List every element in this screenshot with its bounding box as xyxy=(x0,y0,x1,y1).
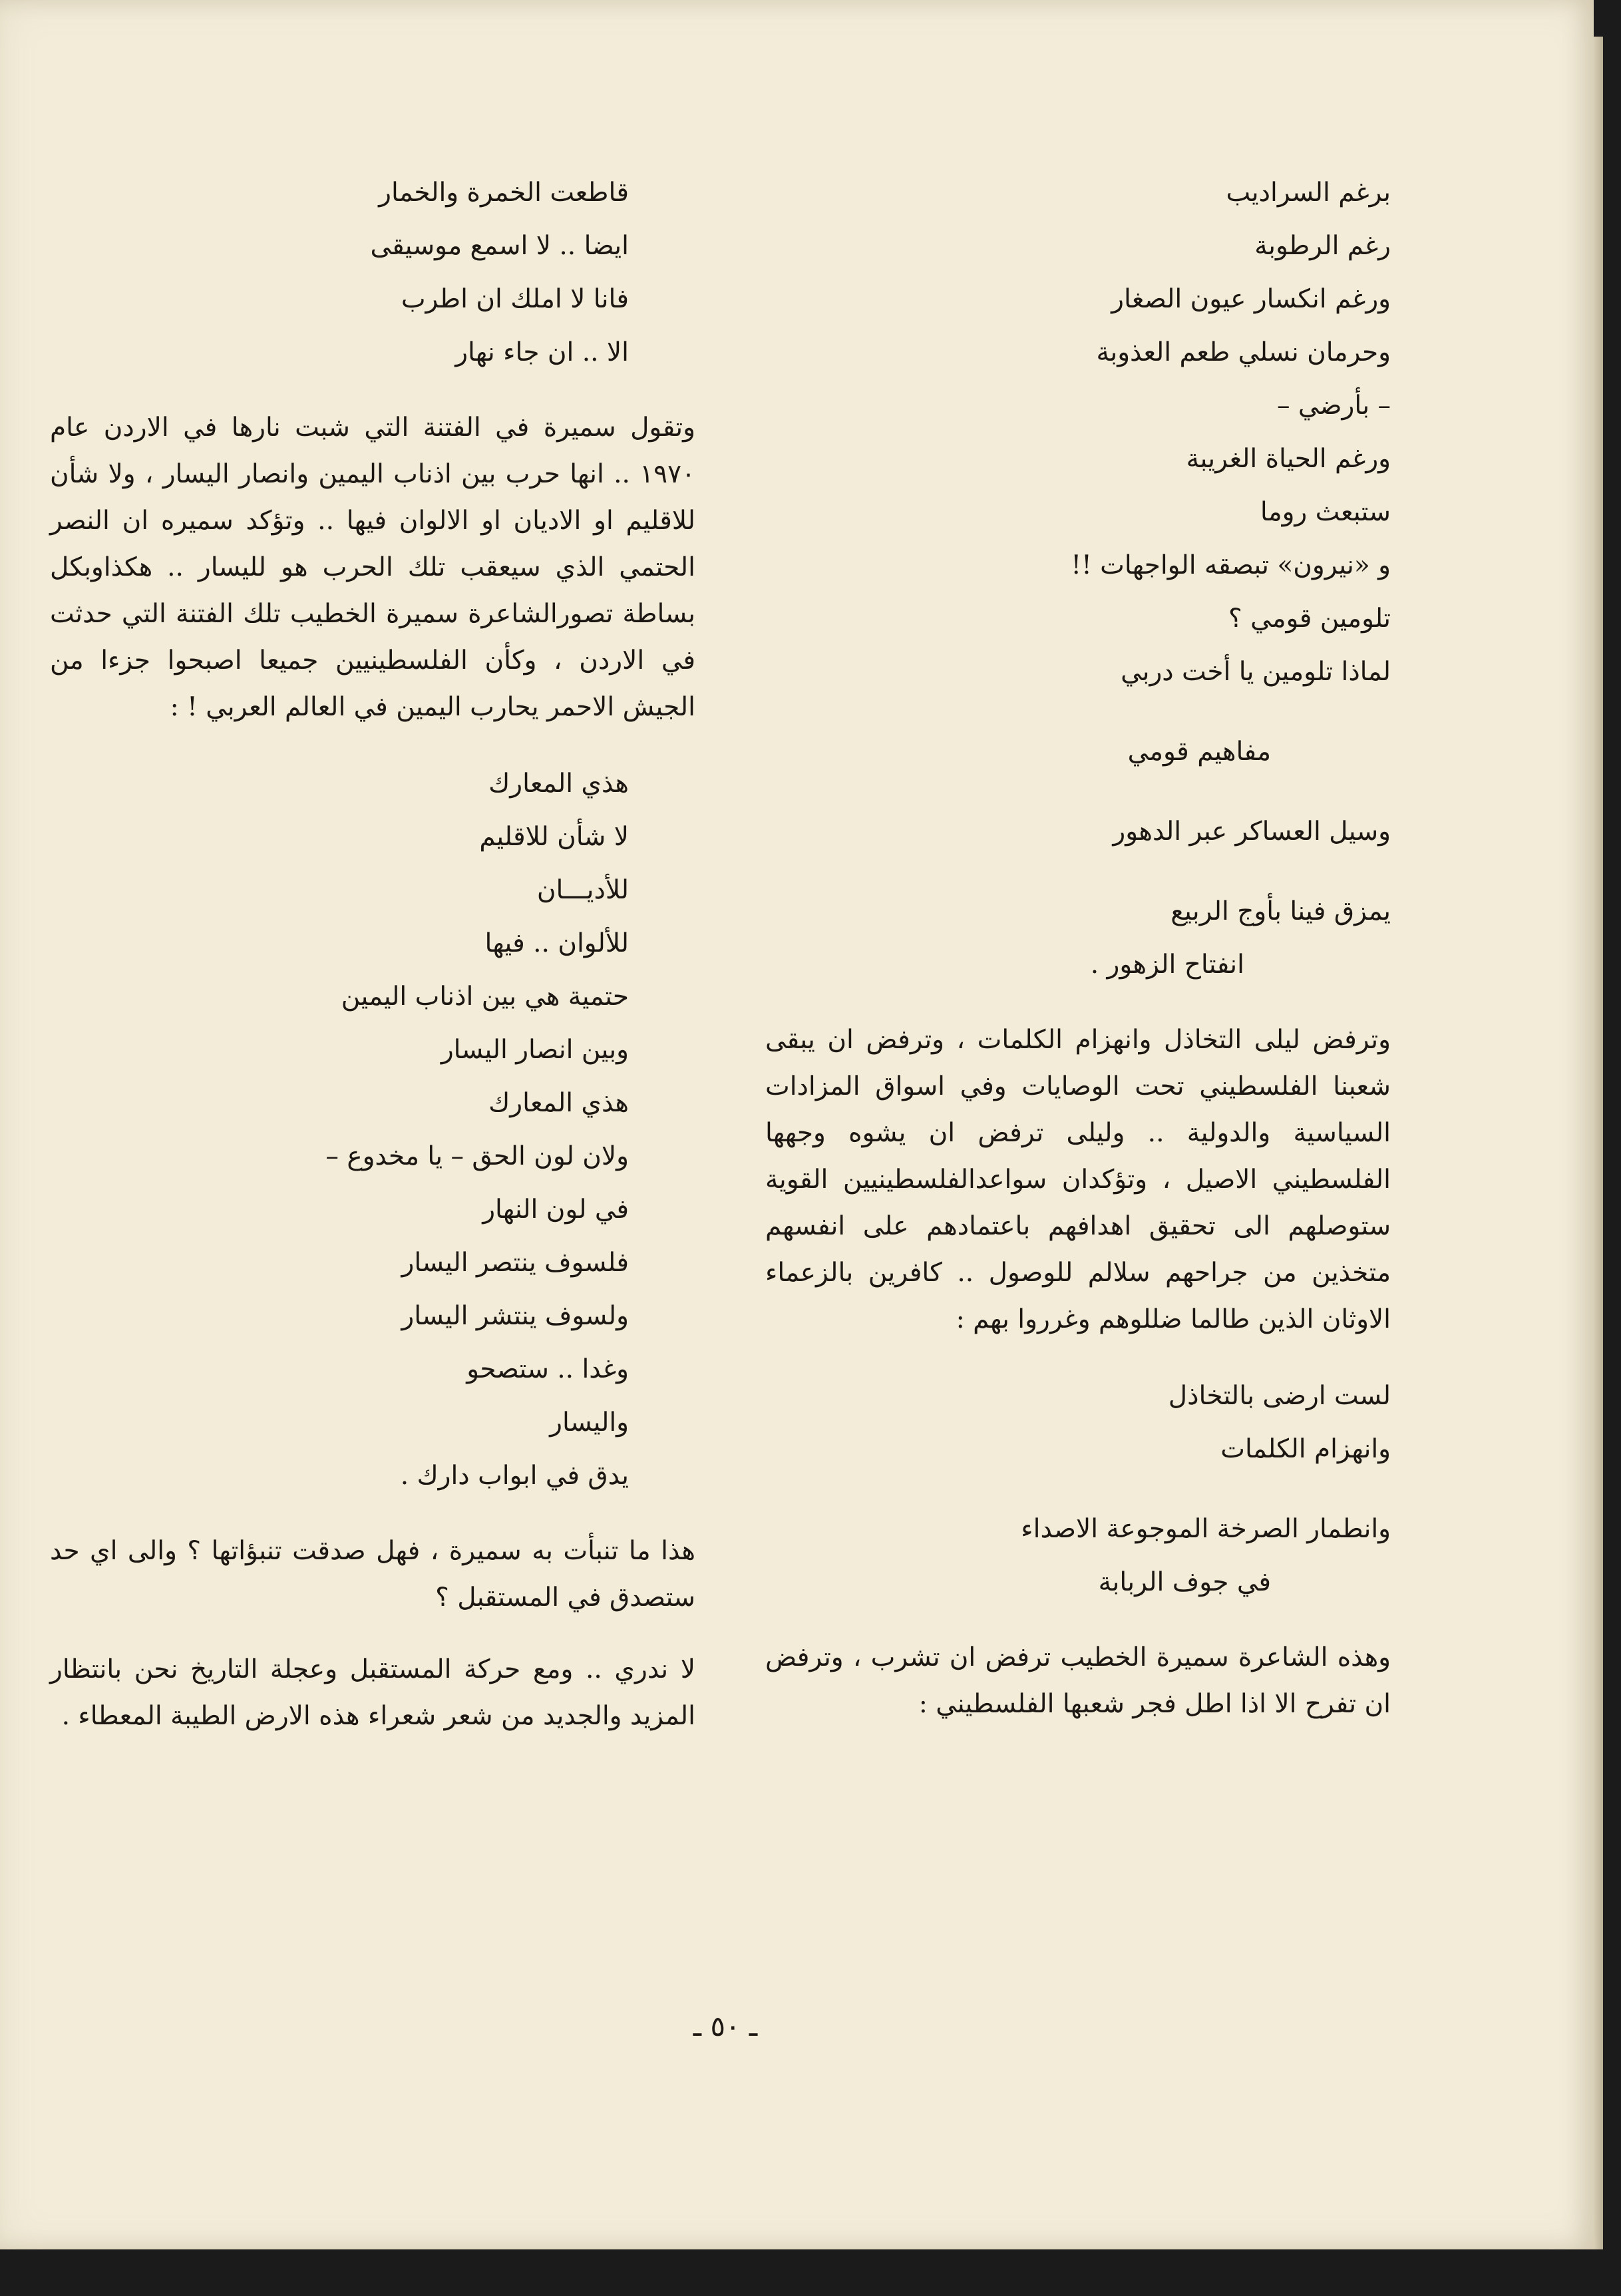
verse-line: هذي المعارك xyxy=(488,769,629,799)
verse-line: للألوان .. فيها xyxy=(484,928,629,958)
verse-line: لا شأن للاقليم xyxy=(479,822,629,852)
page-edge xyxy=(1594,37,1603,2249)
verse-line: – بأرضي – xyxy=(1277,391,1391,421)
left-column xyxy=(50,166,695,1740)
page-number: ـ ٥٠ ـ xyxy=(693,2010,758,2042)
verse-line: يمزق فينا بأوج الربيع xyxy=(1171,896,1391,926)
verse-line: و «نيرون» تبصقه الواجهات !! xyxy=(1071,550,1391,580)
verse-line: برغم السراديب xyxy=(1226,178,1391,208)
verse-line: لست ارضى بالتخاذل xyxy=(1168,1381,1391,1411)
verse-line: وغدا .. ستصحو xyxy=(466,1354,629,1384)
verse-line: مفاهيم قومي xyxy=(1127,737,1271,767)
verse-line: ايضا .. لا اسمع موسيقى xyxy=(370,231,629,261)
verse-line: وبين انصار اليسار xyxy=(441,1035,629,1065)
verse-line: واليسار xyxy=(550,1408,629,1437)
verse-line: يدق في ابواب دارك . xyxy=(400,1461,629,1491)
verse-line: وانطمار الصرخة الموجوعة الاصداء xyxy=(1021,1514,1391,1544)
verse-line: هذي المعارك xyxy=(488,1088,629,1118)
verse-line: انفتاح الزهور . xyxy=(1090,950,1244,980)
paragraph: وتقول سميرة في الفتنة التي شبت نارها في الاردن عام ١٩٧٠ .. انها حرب بين اذناب اليمين وانصار اليسار ، ولا شأن للاقليم او الاديان او الالوان فيها .. وتؤكد سميره ان النصر الحتمي الذي سيعقب تلك الحرب هو لليسار .. هكذاوبكل بساطة تصورالشاعرة سميرة الخطيب تلك الفتنة التي حدثت في الاردن ، وكأن الفلسطينيين جميعا اصبحوا جزءا من الجيش الاحمر يحارب اليمين في العالم العربي ! : xyxy=(50,413,695,722)
paragraph: وهذه الشاعرة سميرة الخطيب ترفض ان تشرب ، وترفض ان تفرح الا اذا اطل فجر شعبها الفلسطيني : xyxy=(765,1642,1391,1719)
verse-line: وحرمان نسلي طعم العذوبة xyxy=(1096,337,1391,367)
verse-line: في جوف الربابة xyxy=(1098,1567,1271,1597)
verse-line: تلومين قومي ؟ xyxy=(1228,604,1391,634)
paragraph: وترفض ليلى التخاذل وانهزام الكلمات ، وترفض ان يبقى شعبنا الفلسطيني تحت الوصايات وفي اسواق المزادات السياسية والدولية .. وليلى ترفض ان يشوه وجهها الفلسطيني الاصيل ، وتؤكدان سواعدالفلسطينيين القوية ستوصلهم الى تحقيق اهدافهم باعتمادهم على انفسهم متخذين من جراحهم سلالم للوصول .. كافرين بالزعماء الاوثان الذين طالما ضللوهم وغرروا بهم : xyxy=(765,1025,1391,1334)
verse-line: فانا لا املك ان اطرب xyxy=(401,284,629,314)
verse-line: ورغم انكسار عيون الصغار xyxy=(1111,284,1391,314)
verse-line: ستبعث روما xyxy=(1260,497,1391,527)
verse-line: ولسوف ينتشر اليسار xyxy=(401,1301,629,1331)
right-column xyxy=(765,166,1391,1728)
verse-line: ورغم الحياة الغريبة xyxy=(1186,444,1391,474)
verse-line: فلسوف ينتصر اليسار xyxy=(401,1248,629,1278)
verse-line: الا .. ان جاء نهار xyxy=(455,337,629,367)
verse-line: وانهزام الكلمات xyxy=(1220,1434,1391,1464)
verse-line: وسيل العساكر عبر الدهور xyxy=(1113,817,1391,847)
verse-line: ولان لون الحق – يا مخدوع – xyxy=(325,1141,629,1171)
verse-line: رغم الرطوبة xyxy=(1254,231,1391,261)
paragraph: لا ندري .. ومع حركة المستقبل وعجلة التاريخ نحن بانتظار المزيد والجديد من شعر شعراء هذه الارض الطيبة المعطاء . xyxy=(50,1654,695,1731)
paragraph: هذا ما تنبأت به سميرة ، فهل صدقت تنبؤاتها ؟ والى اي حد ستصدق في المستقبل ؟ xyxy=(50,1536,695,1613)
verse-line: قاطعت الخمرة والخمار xyxy=(379,178,629,208)
verse-line: حتمية هي بين اذناب اليمين xyxy=(341,982,629,1012)
verse-line: في لون النهار xyxy=(482,1195,629,1225)
verse-line: للأديـــان xyxy=(536,875,629,905)
verse-line: لماذا تلومين يا أخت دربي xyxy=(1121,657,1391,687)
